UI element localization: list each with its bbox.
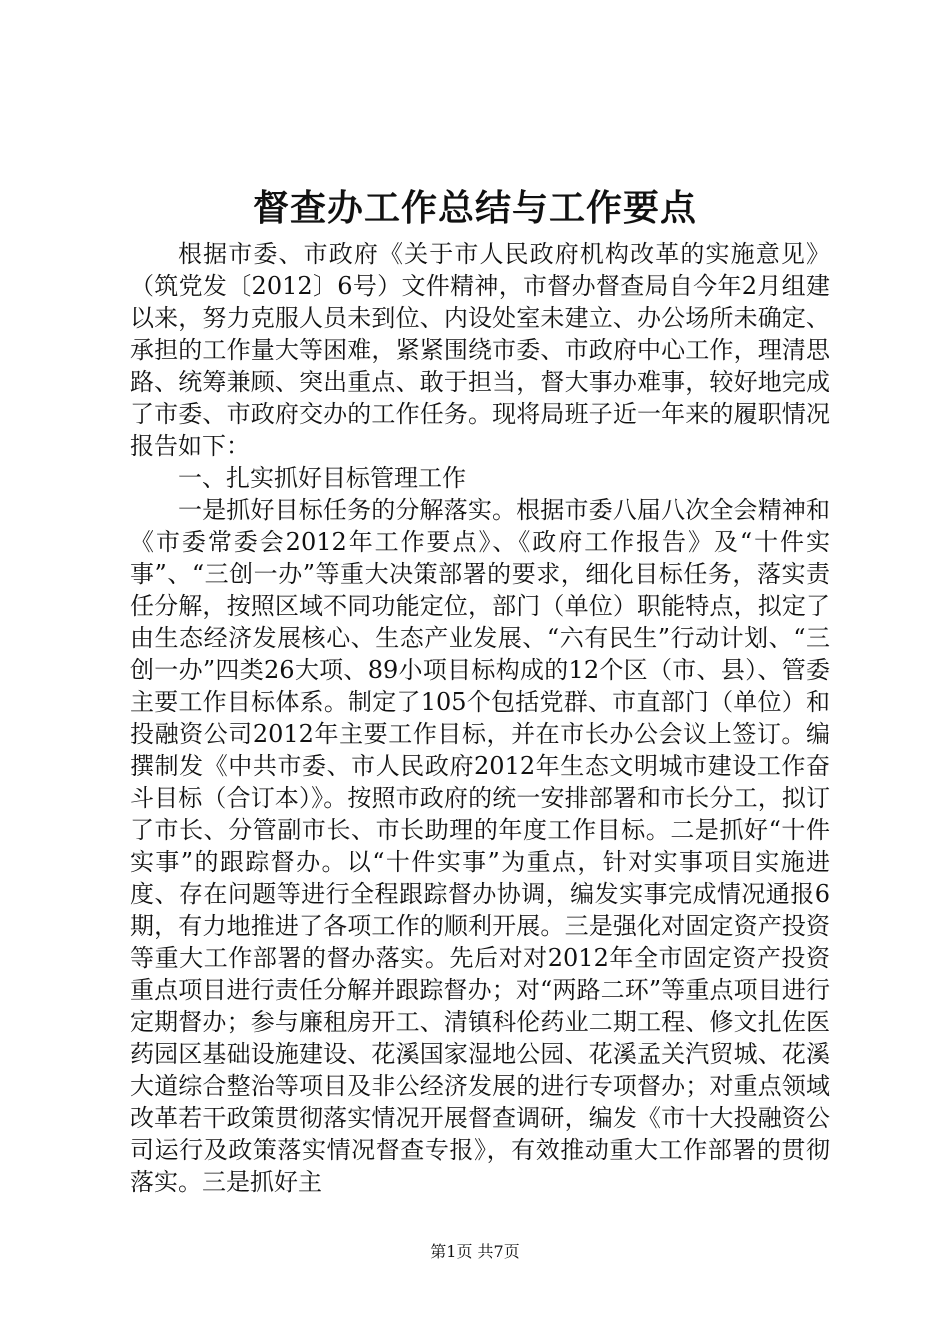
page-number: 第1页 共7页 [430, 1242, 520, 1261]
section-heading: 一、扎实抓好目标管理工作 [178, 464, 466, 492]
paragraph-target-management: 一是抓好目标任务的分解落实。根据市委八届八次全会精神和《市委常委会2012年工作要点》、《政府工作报告》及“十件实事”、“三创一办”等重大决策部署的要求，细化目标任务，落实责任分解，按照区域不同功能定位，部门（单位）职能特点，拟定了由生态经济发展核心、生态产业发展、“六有民生”行动计划、“三创一办”四类26大项、89小项目标构成的12个区（市、县）、管委主要工作目标体系。制定了105个包括党群、市直部门（单位）和投融资公司2012年主要工作目标，并在市长办公会议上签订。编撰制发《中共市委、市人民政府2012年生态文明城市建设工作奋斗目标（合订本）》。按照市政府的统一安排部署和市长分工，拟订了市长、分管副市长、市长助理的年度工作目标。二是抓好“十件实事”的跟踪督办。以“十件实事”为重点，针对实事项目实施进度、存在问题等进行全程跟踪督办协调，编发实事完成情况通报6期，有力地推进了各项工作的顺利开展。三是强化对固定资产投资等重大工作部署的督办落实。先后对对2012年全市固定资产投资重点项目进行责任分解并跟踪督办；对“两路二环”等重点项目进行定期督办；参与廉租房开工、清镇科伦药业二期工程、修文扎佐医药园区基础设施建设、花溪国家湿地公园、花溪孟关汽贸城、花溪大道综合整治等项目及非公经济发展的进行专项督办；对重点领域改革若干政策贯彻落实情况开展督查调研，编发《市十大投融资公司运行及政策落实情况督查专报》，有效推动重大工作部署的贯彻落实。三是抓好主 [130, 496, 830, 1196]
document-body [130, 238, 830, 1198]
document-title: 督查办工作总结与工作要点 [252, 187, 697, 229]
paragraph-intro: 根据市委、市政府《关于市人民政府机构改革的实施意见》（筑党发〔2012〕6号）文件精神，市督办督查局自今年2月组建以来，努力克服人员未到位、内设处室未建立、办公场所未确定、承担的工作量大等困难，紧紧围绕市委、市政府中心工作，理清思路、统筹兼顾、突出重点、敢于担当，督大事办难事，较好地完成了市委、市政府交办的工作任务。现将局班子近一年来的履职情况报告如下： [130, 240, 830, 460]
